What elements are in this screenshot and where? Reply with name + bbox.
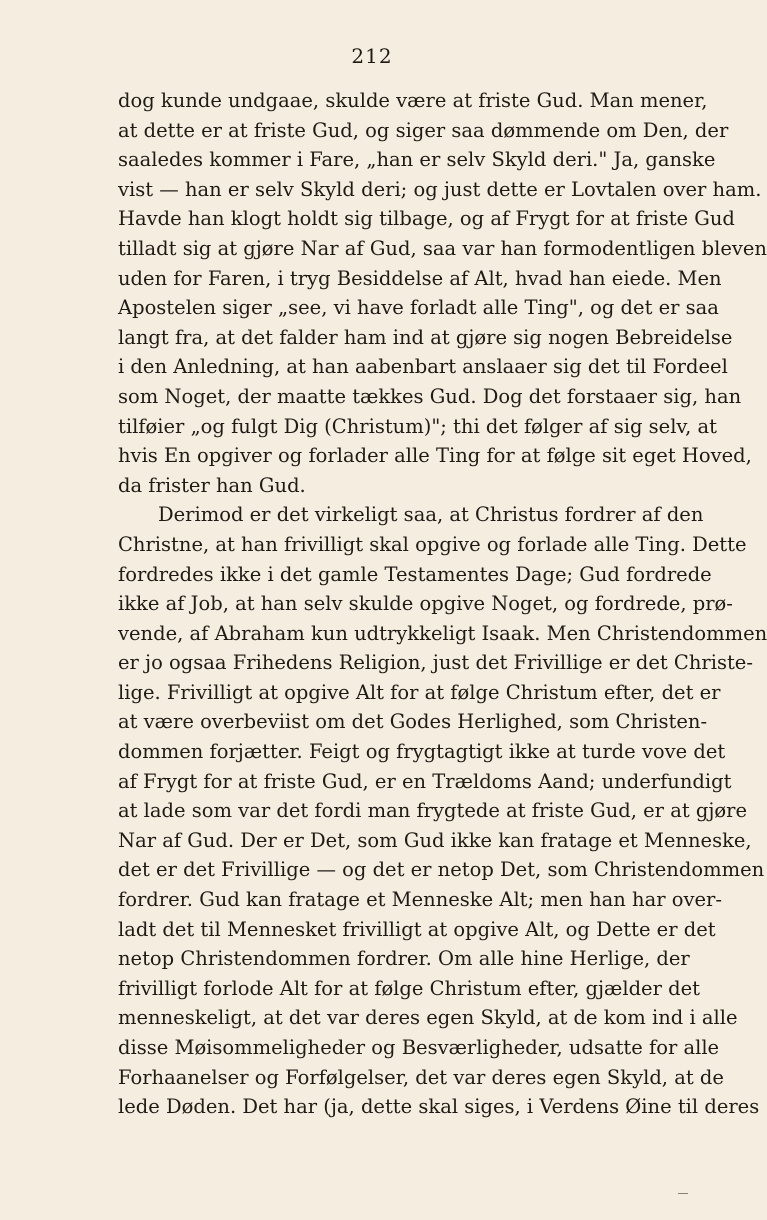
page-number: 212 bbox=[351, 44, 393, 68]
text-line: ikke af Job, at han selv skulde opgive Noget, og fordrede, prø- bbox=[118, 592, 733, 616]
text-line: vist — han er selv Skyld deri; og just dette er Lovtalen over ham. bbox=[118, 177, 762, 201]
text-line: i den Anledning, at han aabenbart anslaaer sig det til Fordeel bbox=[118, 355, 728, 379]
text-line: saaledes kommer i Fare, „han er selv Skyld deri." Ja, ganske bbox=[118, 148, 716, 172]
text-line: disse Møisommeligheder og Besværligheder, udsatte for alle bbox=[118, 1036, 720, 1059]
text-line: dog kunde undgaae, skulde være at friste Gud. Man mener, bbox=[118, 89, 708, 112]
text-line: er jo ogsaa Frihedens Religion, just det Frivillige er det Christe- bbox=[118, 651, 753, 675]
text-line: som Noget, der maatte tækkes Gud. Dog det forstaaer sig, han bbox=[118, 384, 742, 408]
text-line: da frister han Gud. bbox=[118, 473, 306, 497]
text-line: lede Døden. Det har (ja, dette skal siges, i Verdens Øine til deres bbox=[118, 1095, 760, 1119]
text-line: Forhaanelser og Forfølgelser, det var deres egen Skyld, at de bbox=[118, 1065, 724, 1089]
text-line: tilføier „og fulgt Dig (Christum)"; thi det følger af sig selv, at bbox=[118, 414, 717, 438]
body-text bbox=[118, 86, 767, 1122]
text-line: ladt det til Mennesket frivilligt at opgive Alt, og Dette er det bbox=[118, 917, 716, 941]
text-line: lige. Frivilligt at opgive Alt for at følge Christum efter, det er bbox=[118, 680, 721, 704]
text-line: at være overbeviist om det Godes Herlighed, som Christen- bbox=[118, 710, 708, 734]
text-line: dommen forjætter. Feigt og frygtagtigt ikke at turde vove det bbox=[118, 740, 726, 764]
text-line: Nar af Gud. Der er Det, som Gud ikke kan fratage et Menneske, bbox=[118, 828, 752, 852]
text-line: tilladt sig at gjøre Nar af Gud, saa var han formodentligen bleven bbox=[118, 236, 767, 260]
text-line: Apostelen siger „see, vi have forladt alle Ting", og det er saa bbox=[118, 296, 719, 320]
text-line: at lade som var det fordi man frygtede at friste Gud, er at gjøre bbox=[118, 799, 747, 823]
text-line: netop Christendommen fordrer. Om alle hine Herlige, der bbox=[118, 947, 690, 971]
text-line: langt fra, at det falder ham ind at gjøre sig nogen Bebreidelse bbox=[118, 325, 733, 349]
text-line: menneskeligt, at det var deres egen Skyld, at de kom ind i alle bbox=[118, 1006, 738, 1030]
text-line: vende, af Abraham kun udtrykkeligt Isaak. Men Christendommen bbox=[118, 621, 767, 645]
footer-mark bbox=[678, 1193, 688, 1194]
text-line: det er det Frivillige — og det er netop Det, som Christendommen bbox=[118, 858, 765, 882]
text-line: hvis En opgiver og forlader alle Ting for at følge sit eget Hoved, bbox=[118, 444, 752, 468]
text-line: fordredes ikke i det gamle Testamentes Dage; Gud fordrede bbox=[118, 562, 712, 586]
text-line: uden for Faren, i tryg Besiddelse af Alt, hvad han eiede. Men bbox=[118, 266, 722, 290]
text-line: Havde han klogt holdt sig tilbage, og af Frygt for at friste Gud bbox=[118, 207, 735, 231]
text-line: af Frygt for at friste Gud, er en Trældoms Aand; underfundigt bbox=[118, 769, 732, 793]
text-line: fordrer. Gud kan fratage et Menneske Alt; men han har over- bbox=[118, 888, 722, 912]
text-line: at dette er at friste Gud, og siger saa dømmende om Den, der bbox=[118, 118, 729, 142]
text-line: Christne, at han frivilligt skal opgive og forlade alle Ting. Dette bbox=[118, 532, 747, 556]
text-line: frivilligt forlode Alt for at følge Christum efter, gjælder det bbox=[118, 976, 700, 1000]
text-line: Derimod er det virkeligt saa, at Christus fordrer af den bbox=[158, 503, 704, 527]
